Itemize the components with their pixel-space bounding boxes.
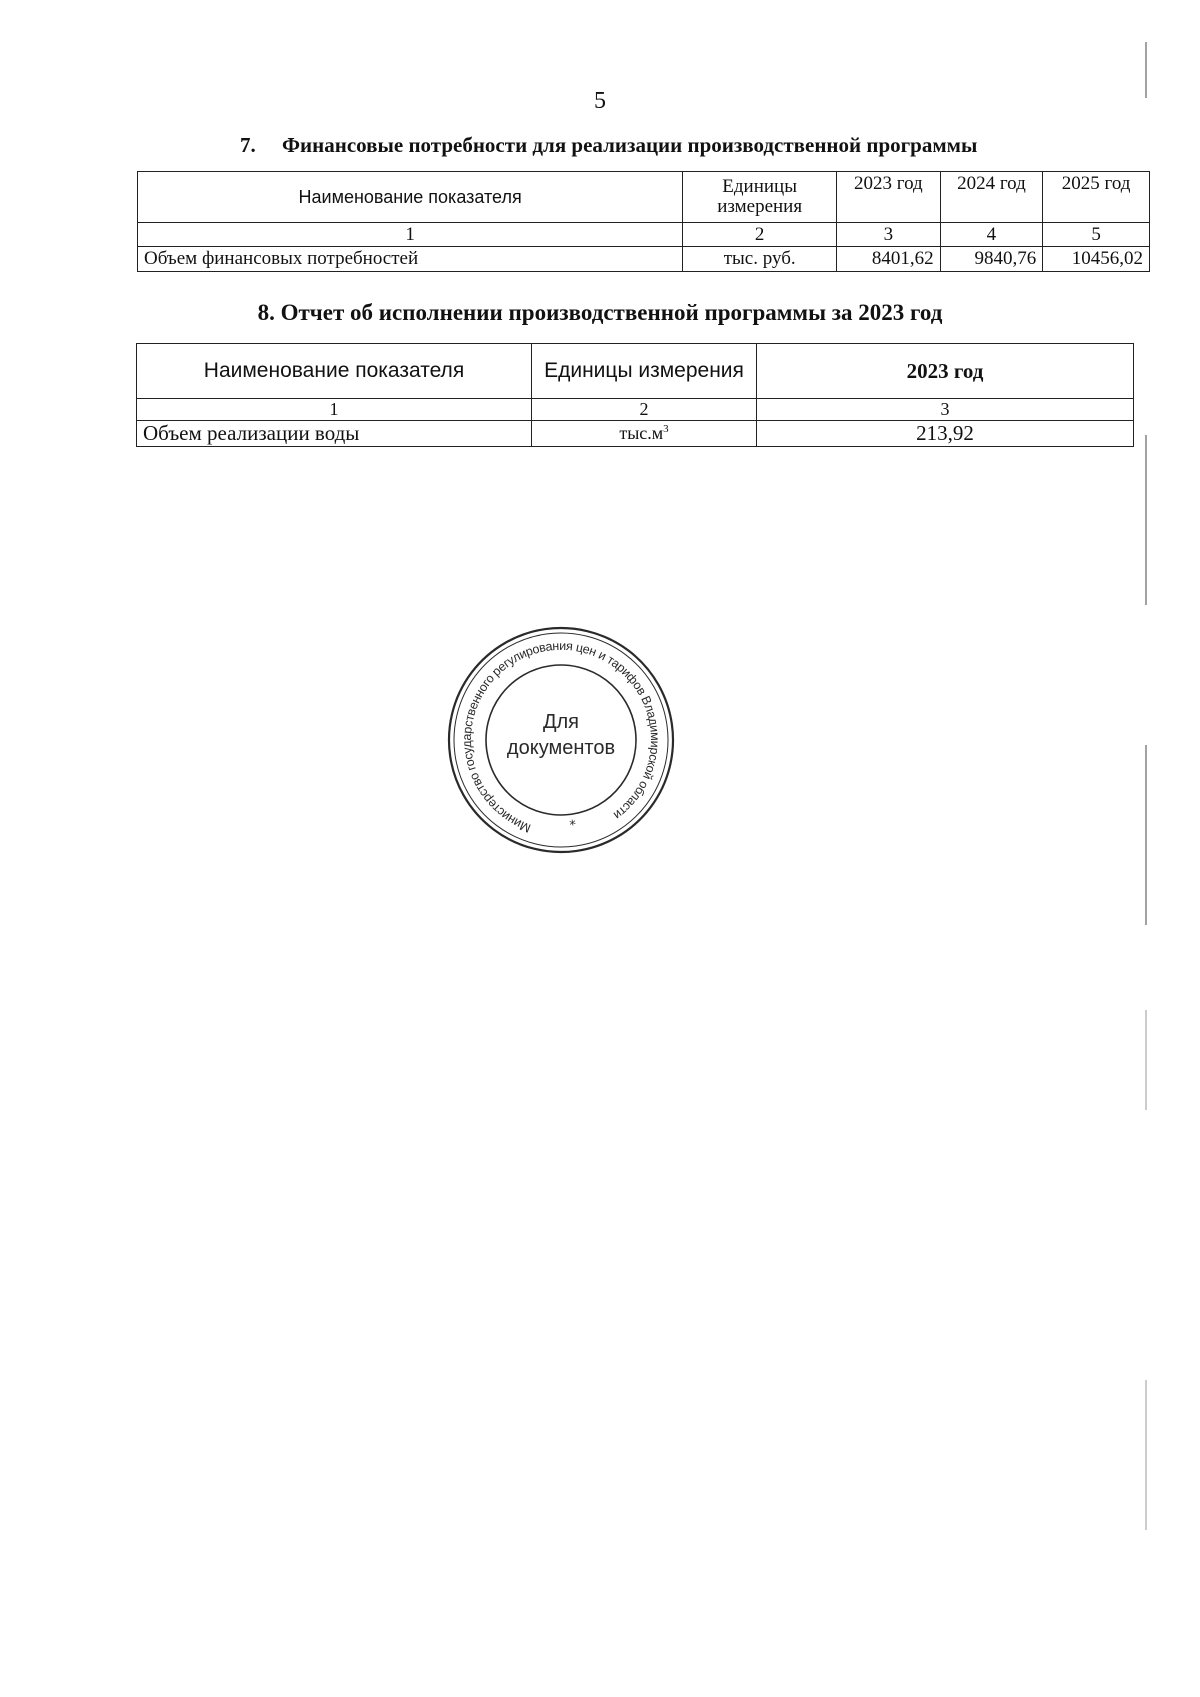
column-number: 5 xyxy=(1043,223,1150,247)
page-number: 5 xyxy=(594,88,606,114)
header-indicator-name: Наименование показателя xyxy=(137,344,532,399)
financial-needs-table xyxy=(137,171,1150,272)
stamp-center-line-1: Для xyxy=(542,711,580,733)
scan-edge-mark xyxy=(1145,1010,1147,1110)
header-year-2024: 2024 год xyxy=(940,172,1043,223)
value-2024: 9840,76 xyxy=(940,247,1043,272)
section-7-title: Финансовые потребности для реализации производственной программы xyxy=(282,133,978,157)
indicator-name: Объем реализации воды xyxy=(137,421,532,447)
column-number: 3 xyxy=(757,399,1134,421)
unit-superscript: 3 xyxy=(663,423,669,436)
table-header-row xyxy=(137,344,1134,399)
unit-cell xyxy=(532,421,757,447)
column-number: 4 xyxy=(940,223,1043,247)
table-header-row xyxy=(138,172,1150,223)
stamp-star-icon: * xyxy=(568,817,578,834)
column-number-row xyxy=(137,399,1134,421)
value-2023: 8401,62 xyxy=(837,247,941,272)
program-report-table xyxy=(136,343,1134,447)
section-7-heading xyxy=(240,133,977,158)
value-2023: 213,92 xyxy=(757,421,1134,447)
scan-edge-mark xyxy=(1145,435,1147,605)
section-7-number: 7. xyxy=(240,133,256,157)
section-8-heading: 8. Отчет об исполнении производственной программы за 2023 год xyxy=(257,300,943,325)
column-number: 1 xyxy=(138,223,683,247)
column-number: 3 xyxy=(837,223,941,247)
header-units: Единицы измерения xyxy=(683,172,837,223)
header-indicator-name: Наименование показателя xyxy=(138,172,683,223)
scan-edge-mark xyxy=(1145,1380,1147,1530)
table-row xyxy=(137,421,1134,447)
column-number: 2 xyxy=(683,223,837,247)
stamp-graphic xyxy=(445,624,677,856)
official-stamp xyxy=(445,624,677,856)
column-number-row xyxy=(138,223,1150,247)
header-year-2023: 2023 год xyxy=(837,172,941,223)
unit-cell: тыс. руб. xyxy=(683,247,837,272)
column-number: 2 xyxy=(532,399,757,421)
scan-edge-mark xyxy=(1145,42,1147,98)
column-number: 1 xyxy=(137,399,532,421)
value-2025: 10456,02 xyxy=(1043,247,1150,272)
header-units: Единицы измерения xyxy=(532,344,757,399)
stamp-center-line-2: документов xyxy=(506,737,616,759)
table-row xyxy=(138,247,1150,272)
indicator-name: Объем финансовых потребностей xyxy=(138,247,683,272)
header-year-2025: 2025 год xyxy=(1043,172,1150,223)
unit-text: тыс.м xyxy=(619,423,664,444)
header-year-2023: 2023 год xyxy=(757,344,1134,399)
scan-edge-mark xyxy=(1145,745,1147,925)
stamp-ring-text: Министерство государственного регулирования цен и тарифов Владимирской области xyxy=(459,638,663,836)
